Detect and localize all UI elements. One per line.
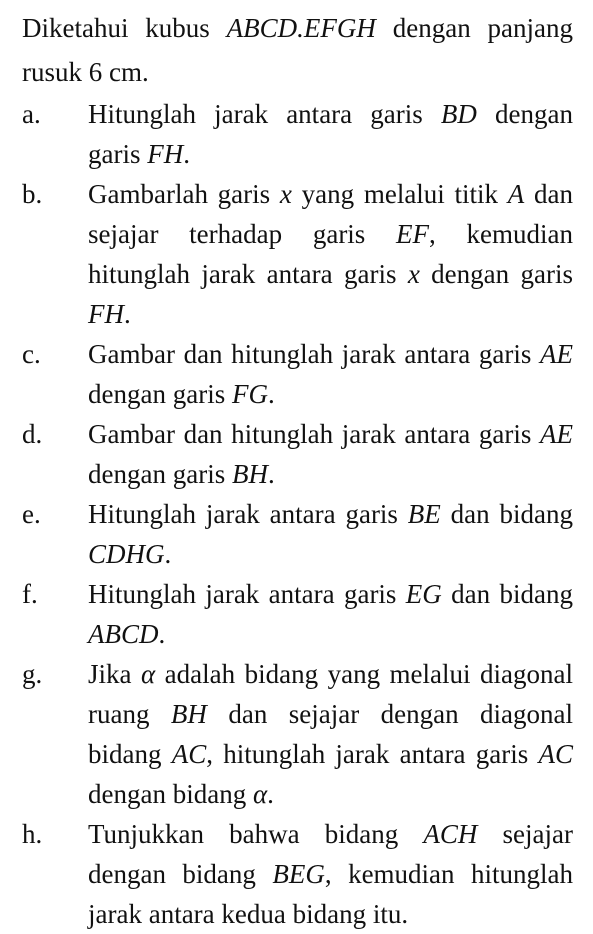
line-name: BE [407, 499, 441, 529]
line-name: EF [396, 219, 430, 249]
question-e [22, 494, 573, 574]
line-name: AC [171, 739, 207, 769]
question-f [22, 574, 573, 654]
plane-name: BEG [272, 859, 325, 889]
question-b [22, 174, 573, 334]
question-label: f. [22, 579, 38, 609]
line-name: BH [231, 459, 268, 489]
intro-text: Diketahui kubus [22, 13, 227, 43]
line-name: FG [231, 379, 268, 409]
line-name: BH [170, 699, 207, 729]
question-label: a. [22, 99, 41, 129]
line-name: x [407, 259, 420, 289]
line-name: AC [538, 739, 573, 769]
plane-name: ABCD [88, 619, 159, 649]
question-label: h. [22, 819, 43, 849]
question-g [22, 654, 573, 814]
plane-name: CDHG [88, 539, 165, 569]
intro-text: dengan panjang rusuk 6 cm. [22, 13, 573, 87]
question-label: d. [22, 419, 43, 449]
line-name: x [279, 179, 292, 209]
question-text: Hitunglah jarak antara garis EG dan bidang ABCD. [88, 579, 573, 649]
question-text: Tunjukkan bahwa bidang ACH sejajar dengan bidang BEG, kemudian hitunglah jarak antara kedua bidang itu. [88, 819, 573, 929]
question-d [22, 414, 573, 494]
question-text: Gambar dan hitunglah jarak antara garis AE dengan garis BH. [88, 419, 573, 489]
question-label: e. [22, 499, 41, 529]
cube-name: ABCD.EFGH [226, 13, 376, 43]
question-h [22, 814, 573, 934]
line-name: AE [540, 339, 573, 369]
question-c [22, 334, 573, 414]
question-text: Gambarlah garis x yang melalui titik A dan sejajar terhadap garis EF, kemudian hitunglah jarak antara garis x dengan garis FH. [88, 179, 574, 329]
problem-intro [22, 6, 573, 94]
line-name: EG [405, 579, 442, 609]
question-text: Hitunglah jarak antara garis BE dan bidang CDHG. [88, 499, 573, 569]
question-text: Hitunglah jarak antara garis BD dengan garis FH. [88, 99, 573, 169]
line-name: BD [440, 99, 477, 129]
line-name: AE [540, 419, 573, 449]
plane-symbol: α [252, 779, 268, 809]
point-name: A [507, 179, 525, 209]
question-label: b. [22, 179, 43, 209]
question-text: Jika α adalah bidang yang melalui diagonal ruang BH dan sejajar dengan diagonal bidang AC, hitunglah jarak antara garis AC dengan bidang α. [88, 659, 573, 809]
line-name: FH [88, 299, 124, 329]
question-text: Gambar dan hitunglah jarak antara garis AE dengan garis FG. [88, 339, 573, 409]
question-label: c. [22, 339, 41, 369]
question-label: g. [22, 659, 43, 689]
question-a [22, 94, 573, 174]
plane-symbol: α [140, 659, 156, 689]
plane-name: ACH [423, 819, 478, 849]
line-name: FH [147, 139, 184, 169]
